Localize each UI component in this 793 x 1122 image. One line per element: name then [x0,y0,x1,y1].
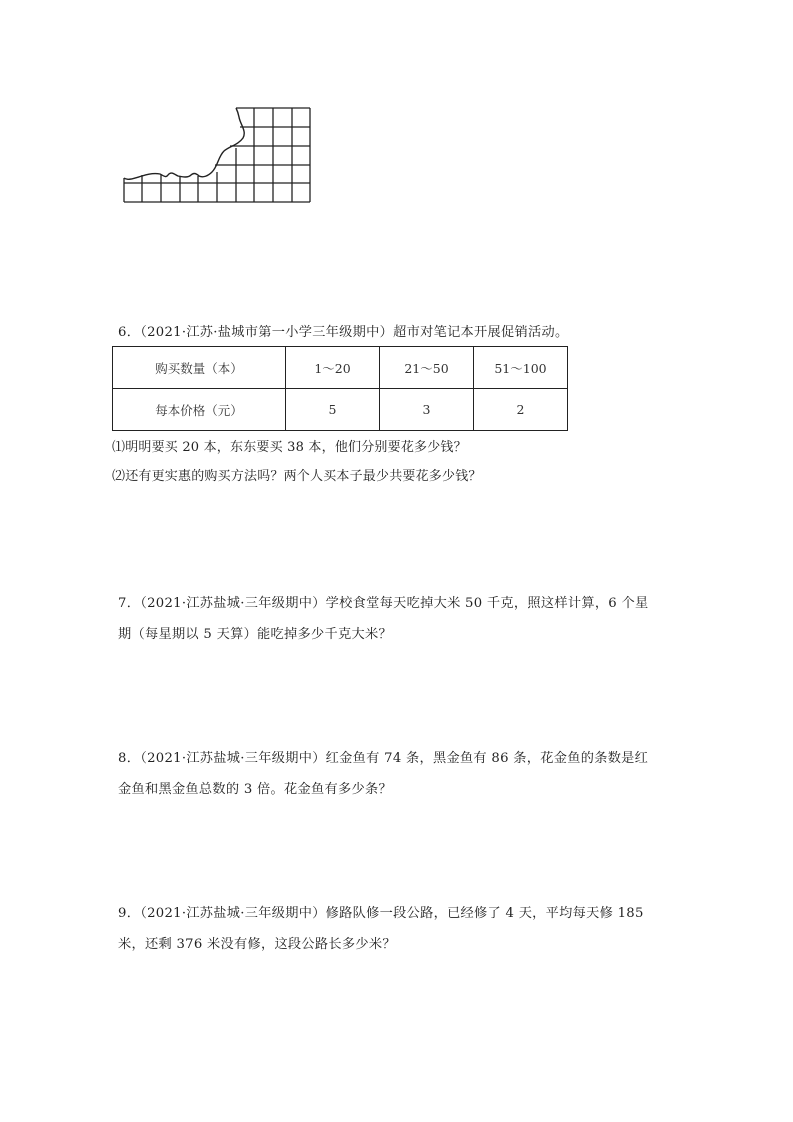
question-7 [118,588,678,650]
question-7-line-1: 7．（2021·江苏盐城·三年级期中）学校食堂每天吃掉大米 50 千克，照这样计算，6 个星 [118,596,649,611]
table-cell: 21～50 [380,347,474,389]
question-7-line-2: 期（每星期以 5 天算）能吃掉多少千克大米？ [118,627,392,642]
question-9-line-2: 米，还剩 376 米没有修，这段公路长多少米？ [118,937,396,952]
table-row [113,347,568,389]
table-cell: 51～100 [474,347,568,389]
table-cell: 每本价格（元） [113,389,286,431]
table-cell: 3 [380,389,474,431]
table-cell: 1～20 [286,347,380,389]
table-row [113,389,568,431]
question-9-line-1: 9．（2021·江苏盐城·三年级期中）修路队修一段公路，已经修了 4 天，平均每天修 185 [118,906,644,921]
question-6-part-1: ⑴明明要买 20 本，东东要买 38 本，他们分别要花多少钱？ [112,440,467,455]
torn-grid-figure [118,100,318,210]
question-9 [118,898,678,960]
question-6 [118,317,678,348]
torn-edge-line [124,108,244,179]
question-6-text: 6．（2021·江苏·盐城市第一小学三年级期中）超市对笔记本开展促销活动。 [118,325,569,340]
question-6-part-2: ⑵还有更实惠的购买方法吗？两个人买本子最少共要花多少钱？ [112,469,482,484]
question-8-line-1: 8．（2021·江苏盐城·三年级期中）红金鱼有 74 条，黑金鱼有 86 条，花金鱼的条数是红 [118,751,649,766]
question-8-line-2: 金鱼和黑金鱼总数的 3 倍。花金鱼有多少条？ [118,782,392,797]
question-8 [118,743,678,805]
table-cell: 2 [474,389,568,431]
grid-lines [124,108,310,202]
table-cell: 5 [286,389,380,431]
table-cell: 购买数量（本） [113,347,286,389]
price-table [112,346,568,431]
